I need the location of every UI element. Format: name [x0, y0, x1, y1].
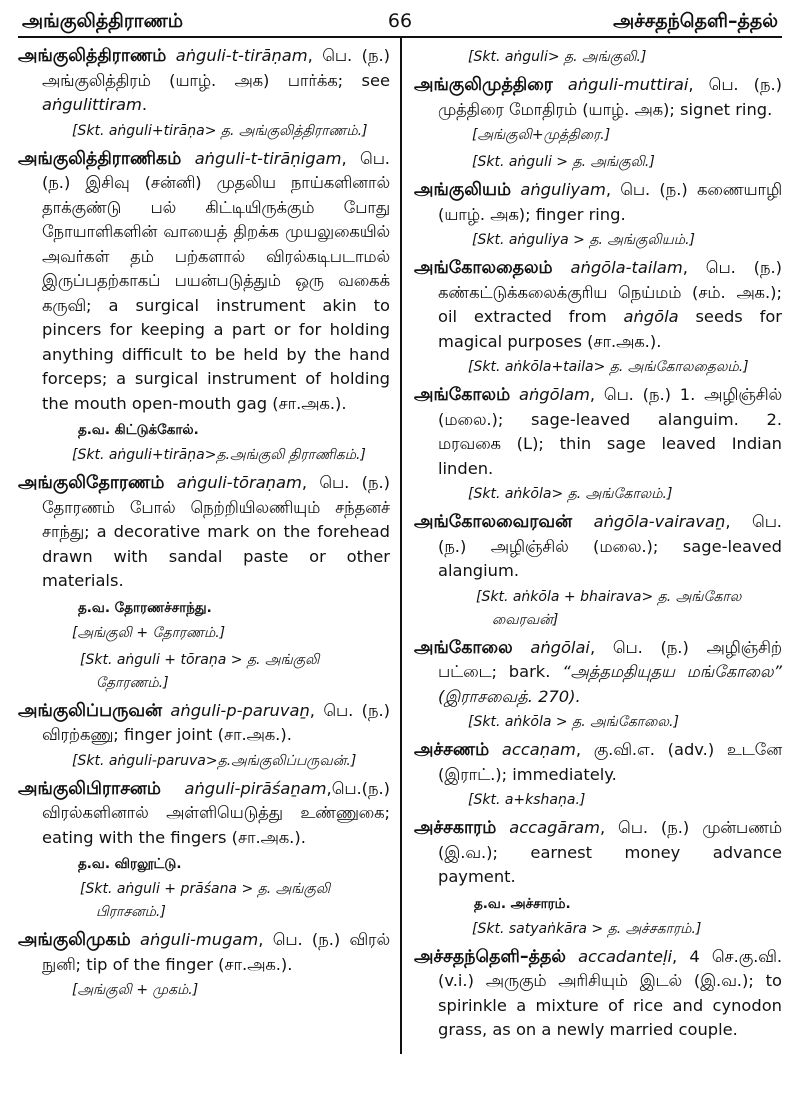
entry-transliteration: accadanteḷi: [578, 946, 673, 966]
etymology: [Skt. aṅguli+tirāṇa>த.அங்குலி திராணிகம்.]: [72, 447, 366, 463]
entry-end: .: [141, 95, 148, 114]
etymology: [Skt. aṅguli + prāśana > த. அங்குலி பிராசனம்.]: [80, 881, 331, 920]
entry-headword: அங்குலிமுகம்: [18, 930, 131, 950]
tamil-word: த.வ. கிட்டுக்கோல்.: [78, 422, 199, 438]
etymology: [Skt. satyaṅkāra > த. அச்சகாரம்.]: [472, 920, 702, 937]
entry-transliteration: aṅguli-mugam: [140, 930, 259, 949]
entry-transliteration: aṅgōlai: [530, 637, 590, 657]
entry-definition: ,பெ.(ந.) விரல்களினால் அள்ளியெடுத்து உண்ணுகை; eating with the fingers (சா.அக.).: [42, 778, 390, 847]
dictionary-entry: [414, 73, 782, 122]
dictionary-entry: [18, 471, 390, 594]
entry-definition: , பெ. (ந.) முத்திரை மோதிரம் (யாழ். அக); signet ring.: [438, 75, 782, 119]
dictionary-entry: [18, 147, 390, 417]
entry-quotation: “அத்தமதியுதய மங்கோலை” (இராசவைத். 270).: [438, 662, 782, 706]
entry-transliteration: aṅgōla-tailam: [570, 258, 683, 277]
entry-headword: அங்குலியம்: [414, 180, 512, 200]
entry-transliteration: aṅguli-t-tirāṇam: [175, 46, 308, 65]
etymology: [Skt. aṅguliya > த. அங்குலியம்.]: [472, 232, 695, 248]
entry-headword: அங்குலிப்பருவன்: [18, 700, 163, 721]
entry-transliteration: accagāram: [509, 818, 600, 837]
entry-definition: , பெ. (ந.) அழிஞ்சில் (மலை.); sage-leaved alangium.: [438, 512, 782, 580]
dictionary-entry: [18, 928, 390, 977]
etymology: [அங்குலி + தோரணம்.]: [72, 624, 226, 641]
entry-headword: அங்குலித்திராணிகம்: [18, 148, 182, 169]
entry-transliteration: aṅguli-p-paruvaṉ: [170, 700, 310, 720]
entry-definition: , பெ.(ந.) இசிவு (சன்னி) முதலிய நாய்களினால் தாக்குண்டு பல் கிட்டியிருக்கும் போது நோயாளிகளின் வாயைத் திறக்க முயலுகையில் அவர்கள் தம் பற்களால் விரல்கடிபடாமல் இருப்பதற்காகப் பயன்படுத்தும் ஒரு வகைக் கருவி; a surgical instrument akin to pincers for keeping a part or for holding anything difficult to be held by the hand forceps; a surgical instrument of holding the mouth open-mouth gag (சா.அக.).: [42, 148, 390, 413]
tamil-word: த.வ. அச்சாரம்.: [474, 895, 571, 912]
entry-definition: , பெ. (ந.) தோரணம் போல் நெற்றியிலணியும் சந்தனச் சாந்து; a decorative mark on the forehead drawn with sandal paste or other materials.: [42, 473, 390, 590]
entry-italic-term: aṅgōla: [623, 307, 679, 326]
etymology: [Skt. a+kshaṇa.]: [468, 792, 586, 808]
dictionary-entry: [414, 945, 782, 1043]
entry-headword: அங்கோலவைரவன்: [414, 512, 573, 532]
entry-definition: , பெ. (ந.) அழிஞ்சிற் பட்டை; bark.: [438, 637, 782, 681]
entry-transliteration: aṅguliyam: [520, 180, 606, 199]
entry-headword: அங்குலிபிராசனம்: [18, 778, 161, 799]
entry-headword: அங்கோலம்: [414, 385, 511, 405]
page-number: 66: [387, 10, 413, 32]
dictionary-entry: [414, 738, 782, 787]
dictionary-entry: [414, 816, 782, 890]
entry-definition: , பெ. (ந.) அங்குலித்திரம் (யாழ். அக) பார்க்க; see: [42, 46, 390, 90]
dictionary-entry: [18, 777, 390, 851]
entry-definition: , பெ. (ந.) கண்கட்டுக்கலைக்குரிய நெய்மம் (சம். அக.); oil extracted from: [438, 258, 782, 326]
entry-definition: , 4 செ.கு.வி. (v.i.) அருகும் அரிசியும் இடல் (இ.வ.); to spirinkle a mixture of rice and cynodon grass, as on a newly married couple.: [438, 946, 782, 1039]
tamil-word: த.வ. தோரணச்சாந்து.: [78, 599, 212, 616]
entry-headword: அங்கோலதைலம்: [414, 258, 553, 278]
entry-headword: அங்கோலை: [414, 637, 513, 658]
entry-definition: , பெ. (ந.) விரல் நுனி; tip of the finger (சா.அக.).: [42, 930, 390, 974]
header-right-title: அச்சதந்தெளி–த்தல்: [613, 10, 778, 32]
entry-headword: அங்குலிதோரணம்: [18, 473, 165, 493]
entry-definition: , பெ. (ந.) விரற்கணு; finger joint (சா.அக.).: [42, 700, 390, 744]
header-left-title: அங்குலித்திராணம்: [22, 10, 184, 32]
entry-transliteration: aṅguli-muttirai: [567, 75, 689, 94]
etymology: [Skt. aṅkōla > த. அங்கோலை.]: [468, 714, 679, 730]
entry-transliteration: aṅgōlam: [518, 385, 590, 404]
entry-headword: அங்குலித்திராணம்: [18, 46, 167, 66]
tamil-word: த.வ. விரலூட்டு.: [78, 856, 182, 872]
entry-transliteration: aṅguli-t-tirāṇigam: [194, 148, 342, 168]
entry-transliteration: aṅguli-pirāśaṉam: [184, 778, 327, 798]
etymology: [Skt. aṅkōla + bhairava> த. அங்கோல வைரவன்]: [476, 588, 742, 628]
dictionary-entry: [414, 178, 782, 227]
entry-crossref: aṅgulittiram: [42, 95, 142, 114]
entry-headword: அச்சணம்: [414, 740, 490, 760]
entry-transliteration: accaṇam: [501, 740, 576, 759]
entry-headword: அச்சகாரம்: [414, 818, 497, 838]
etymology: [Skt. aṅguli + tōraṇa > த. அங்குலி தோரணம்.]: [80, 651, 320, 691]
entry-definition: , கு.வி.எ. (adv.) உடனே (இராட்.); immediately.: [438, 740, 782, 784]
right-column: [414, 44, 782, 1045]
dictionary-entry: [414, 510, 782, 584]
dictionary-entry: [18, 44, 390, 118]
entry-headword: அச்சதந்தெளி–த்தல்: [414, 946, 566, 967]
etymology: [Skt. aṅguli > த. அங்குலி.]: [472, 154, 655, 170]
etymology: [அங்குலி + முகம்.]: [72, 982, 199, 998]
etymology: [Skt. aṅkōla+taila> த. அங்கோலதைலம்.]: [468, 359, 749, 375]
etymology: [அங்குலி+முத்திரை.]: [472, 127, 611, 143]
left-column: [18, 44, 390, 1006]
etymology: [Skt. aṅkōla> த. அங்கோலம்.]: [468, 486, 673, 502]
entry-transliteration: aṅgōla-vairavaṉ: [593, 512, 726, 531]
entry-headword: அங்குலிமுத்திரை: [414, 75, 553, 95]
entry-definition: , பெ. (ந.) கணையாழி (யாழ். அக); finger ring.: [438, 180, 782, 224]
dictionary-entry: [414, 383, 782, 481]
entry-definition-end: seeds for magical purposes (சா.அக.).: [438, 307, 782, 351]
etymology: [Skt. aṅguli> த. அங்குலி.]: [468, 49, 647, 65]
etymology: [Skt. aṅguli+tirāṇa> த. அங்குலித்திராணம்.]: [72, 122, 368, 139]
dictionary-entry: [18, 699, 390, 748]
etymology: [Skt. aṅguli-paruva>த.அங்குலிப்பருவன்.]: [72, 752, 357, 769]
dictionary-entry: [414, 256, 782, 354]
entry-definition: , பெ. (ந.) 1. அழிஞ்சில் (மலை.); sage-leaved alanguim. 2. மரவகை (L); thin sage leaved Indian linden.: [438, 385, 782, 478]
entry-definition: , பெ. (ந.) முன்பணம் (இ.வ.); earnest money advance payment.: [438, 818, 782, 886]
dictionary-entry: [414, 636, 782, 710]
page-header: [18, 8, 782, 38]
entry-transliteration: aṅguli-tōraṇam: [176, 473, 302, 492]
